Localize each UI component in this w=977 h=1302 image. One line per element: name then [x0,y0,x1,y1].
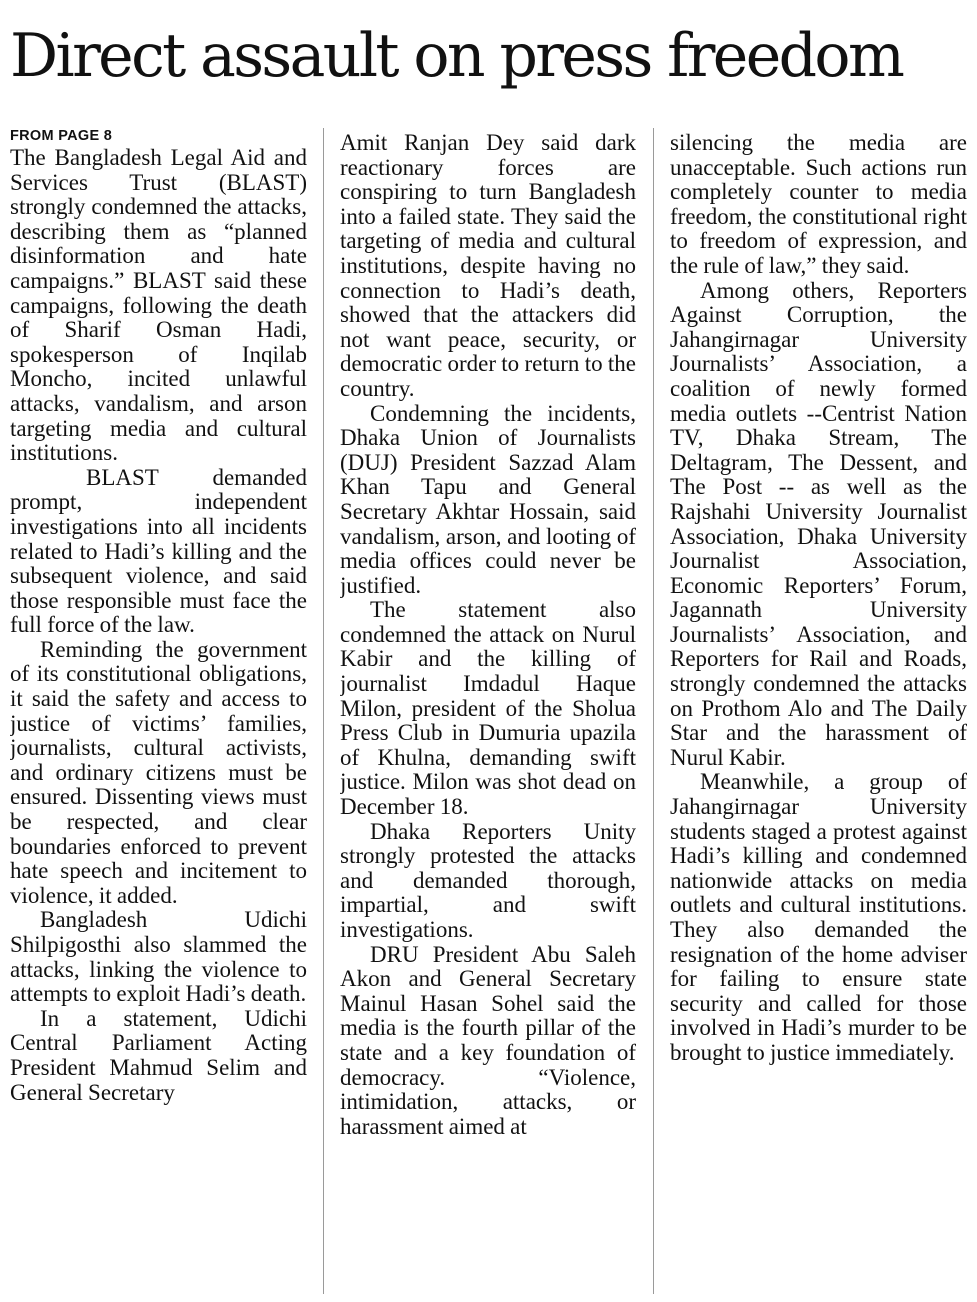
article-column-2 [340,131,636,1299]
kicker: FROM PAGE 8 [10,128,113,144]
paragraph: DRU President Abu Saleh Akon and General Secretary Mainul Hasan Sohel said the media is the fourth pillar of the state and a key foundation of democracy. “Violence, intimidation, attacks, or harassment aimed at [340,941,636,1139]
paragraph: The Bangladesh Legal Aid and Services Trust (BLAST) strongly condemned the attacks, describing them as “planned disinformation and hate campaigns.” BLAST said these campaigns, following the death of Sharif Osman Hadi, spokesperson of Inqilab Moncho, incited unlawful attacks, vandalism, and arson targeting media and cultural institutions. [10,145,307,466]
column-divider [653,128,654,1294]
paragraph: Dhaka Reporters Unity strongly protested the attacks and demanded thorough, impartial, and swift investigations. [340,818,636,942]
paragraph: Bangladesh Udichi Shilpigosthi also slammed the attacks, linking the violence to attempts to exploit Hadi’s death. [10,907,307,1007]
column-divider [323,128,324,1294]
headline: Direct assault on press freedom [10,21,903,91]
paragraph: Condemning the incidents, Dhaka Union of Journalists (DUJ) President Sazzad Alam Khan Tapu and General Secretary Akhtar Hossain, said vandalism, arson, and looting of media offices could never be justified. [340,400,636,598]
paragraph: Among others, Reporters Against Corruption, the Jahangirnagar University Journalists’ Association, a coalition of newly formed media outlets --Centrist Nation TV, Dhaka Stream, The Deltagram, The Dessent, and The Post -- as well as the Rajshahi University Journalist Association, Dhaka University Journalist Association, Economic Reporters’ Forum, Jagannath University Journalists’ Association, and Reporters for Rail and Roads, strongly condemned the attacks on Prothom Alo and The Daily Star and the harassment of Nurul Kabir. [670,277,967,770]
paragraph: Reminding the government of its constitutional obligations, it said the safety and access to justice of victims’ families, journalists, cultural activists, and ordinary citizens must be ensured. Dissenting views must be respected, and clear boundaries enforced to prevent hate speech and incitement to violence, it added. [10,636,307,908]
article-column-3 [670,131,967,1299]
paragraph: Meanwhile, a group of Jahangirnagar University students staged a protest against Hadi’s killing and condemned nationwide attacks on media outlets and cultural institutions. They also demanded the resignation of the home adviser for failing to ensure state security and called for those involved in Hadi’s murder to be brought to justice immediately. [670,769,967,1065]
paragraph: BLAST demanded prompt, independent investigations into all incidents related to Hadi’s killing and the subsequent violence, and said those responsible must face the full force of the law. [10,464,307,638]
paragraph: In a statement, Udichi Central Parliament Acting President Mahmud Selim and General Secretary [10,1005,307,1105]
article-column-1 [10,126,307,1294]
paragraph: Amit Ranjan Dey said dark reactionary forces are conspiring to turn Bangladesh into a failed state. They said the targeting of media and cultural institutions, despite having no connection to Hadi’s death, showed that the attackers did not want peace, security, or democratic order to return to the country. [340,131,636,401]
paragraph: The statement also condemned the attack on Nurul Kabir and the killing of journalist Imdadul Haque Milon, president of the Sholua Press Club in Dumuria upazila of Khulna, demanding swift justice. Milon was shot dead on December 18. [340,597,636,820]
paragraph: silencing the media are unacceptable. Such actions run completely counter to media freedom, the constitutional right to freedom of expression, and the rule of law,” they said. [670,131,967,278]
